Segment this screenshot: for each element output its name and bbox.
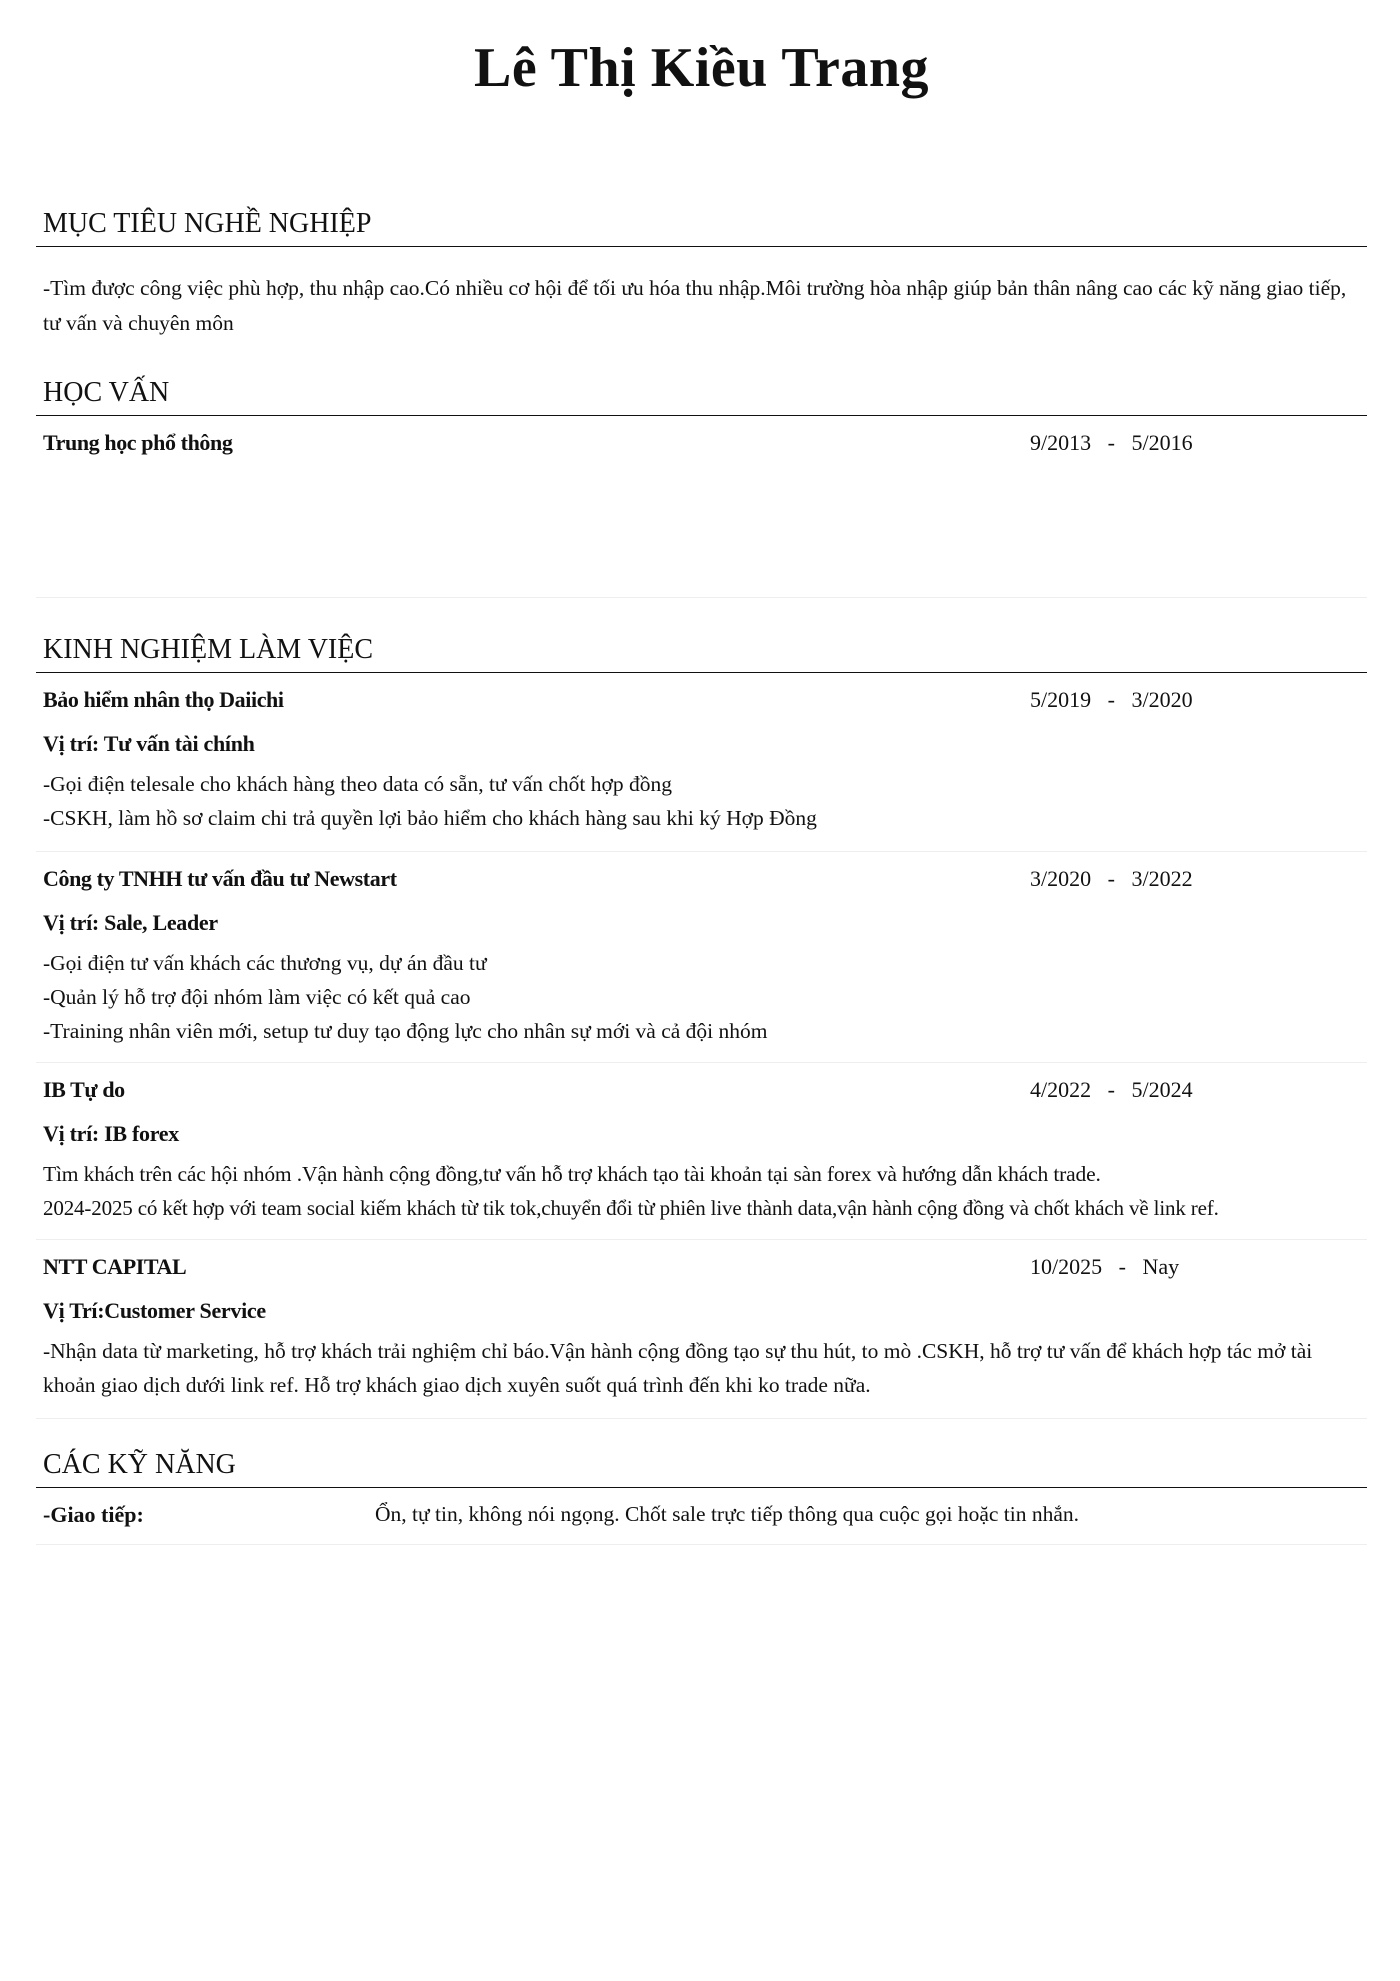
objective-section <box>36 208 1367 341</box>
experience-section <box>36 634 1367 1419</box>
experience-item <box>36 1240 1367 1419</box>
job-description-line: -Training nhân viên mới, setup tư duy tạo động lực cho nhân sự mới và cả đội nhóm <box>43 1019 768 1043</box>
education-item <box>36 430 1367 598</box>
education-section <box>36 377 1367 598</box>
job-description-line: -Nhận data từ marketing, hỗ trợ khách trải nghiệm chỉ báo.Vận hành cộng đồng tạo sự thu hút, to mò .CSKH, hỗ trợ tư vấn để khách hợp tác mở tài khoản giao dịch dưới link ref. Hỗ trợ khách giao dịch xuyên suốt quá trình đến khi ko trade nữa. <box>43 1339 1313 1397</box>
section-title-education: HỌC VẤN <box>36 377 1367 416</box>
experience-item <box>36 1063 1367 1240</box>
position-title: Vị trí: Sale, Leader <box>43 910 218 935</box>
company-name: Công ty TNHH tư vấn đầu tư Newstart <box>43 866 397 891</box>
skill-name: -Giao tiếp: <box>43 1502 144 1527</box>
job-description <box>36 1334 1367 1402</box>
company-name: IB Tự do <box>43 1077 125 1102</box>
section-title-objective: MỤC TIÊU NGHỀ NGHIỆP <box>36 208 1367 247</box>
position-title: Vị trí: IB forex <box>43 1121 179 1146</box>
skills-section <box>36 1449 1367 1545</box>
school-name: Trung học phổ thông <box>43 430 233 455</box>
experience-dates: 4/2022 - 5/2024 <box>1030 1077 1193 1102</box>
skill-item <box>36 1488 1367 1545</box>
candidate-name: Lê Thị Kiều Trang <box>473 37 930 99</box>
job-description <box>36 1157 1367 1225</box>
job-description-line: -CSKH, làm hồ sơ claim chi trả quyền lợi bảo hiểm cho khách hàng sau khi ký Hợp Đồng <box>43 806 817 830</box>
section-title-experience: KINH NGHIỆM LÀM VIỆC <box>36 634 1367 673</box>
job-description-line: -Quản lý hỗ trợ đội nhóm làm việc có kết quả cao <box>43 985 471 1009</box>
job-description <box>36 767 1367 835</box>
position-title: Vị Trí:Customer Service <box>43 1298 266 1323</box>
skill-description: Ổn, tự tin, không nói ngọng. Chốt sale trực tiếp thông qua cuộc gọi hoặc tin nhắn. <box>375 1502 1080 1526</box>
job-description-line: Tìm khách trên các hội nhóm .Vận hành cộng đồng,tư vấn hỗ trợ khách tạo tài khoản tại sàn forex và hướng dẫn khách trade. <box>43 1162 1101 1186</box>
experience-dates: 10/2025 - Nay <box>1030 1254 1180 1279</box>
experience-dates: 3/2020 - 3/2022 <box>1030 866 1193 891</box>
job-description-line: 2024-2025 có kết hợp với team social kiếm khách từ tik tok,chuyển đổi từ phiên live thành data,vận hành cộng đồng và chốt khách về link ref. <box>43 1196 1219 1220</box>
section-title-skills: CÁC KỸ NĂNG <box>36 1449 1367 1488</box>
job-description-line: -Gọi điện tư vấn khách các thương vụ, dự án đầu tư <box>43 951 487 975</box>
objective-text: -Tìm được công việc phù hợp, thu nhập cao.Có nhiều cơ hội để tối ưu hóa thu nhập.Môi trường hòa nhập giúp bản thân nâng cao các kỹ năng giao tiếp, tư vấn và chuyên môn <box>43 276 1347 335</box>
job-description-line: -Gọi điện telesale cho khách hàng theo data có sẵn, tư vấn chốt hợp đồng <box>43 772 673 796</box>
company-name: Bảo hiểm nhân thọ Daiichi <box>43 687 284 712</box>
education-dates: 9/2013 - 5/2016 <box>1030 430 1193 455</box>
experience-item <box>36 673 1367 852</box>
position-title: Vị trí: Tư vấn tài chính <box>43 731 255 756</box>
experience-dates: 5/2019 - 3/2020 <box>1030 687 1193 712</box>
resume-page <box>36 0 1367 1545</box>
job-description <box>36 946 1367 1048</box>
company-name: NTT CAPITAL <box>43 1254 187 1279</box>
experience-item <box>36 852 1367 1063</box>
